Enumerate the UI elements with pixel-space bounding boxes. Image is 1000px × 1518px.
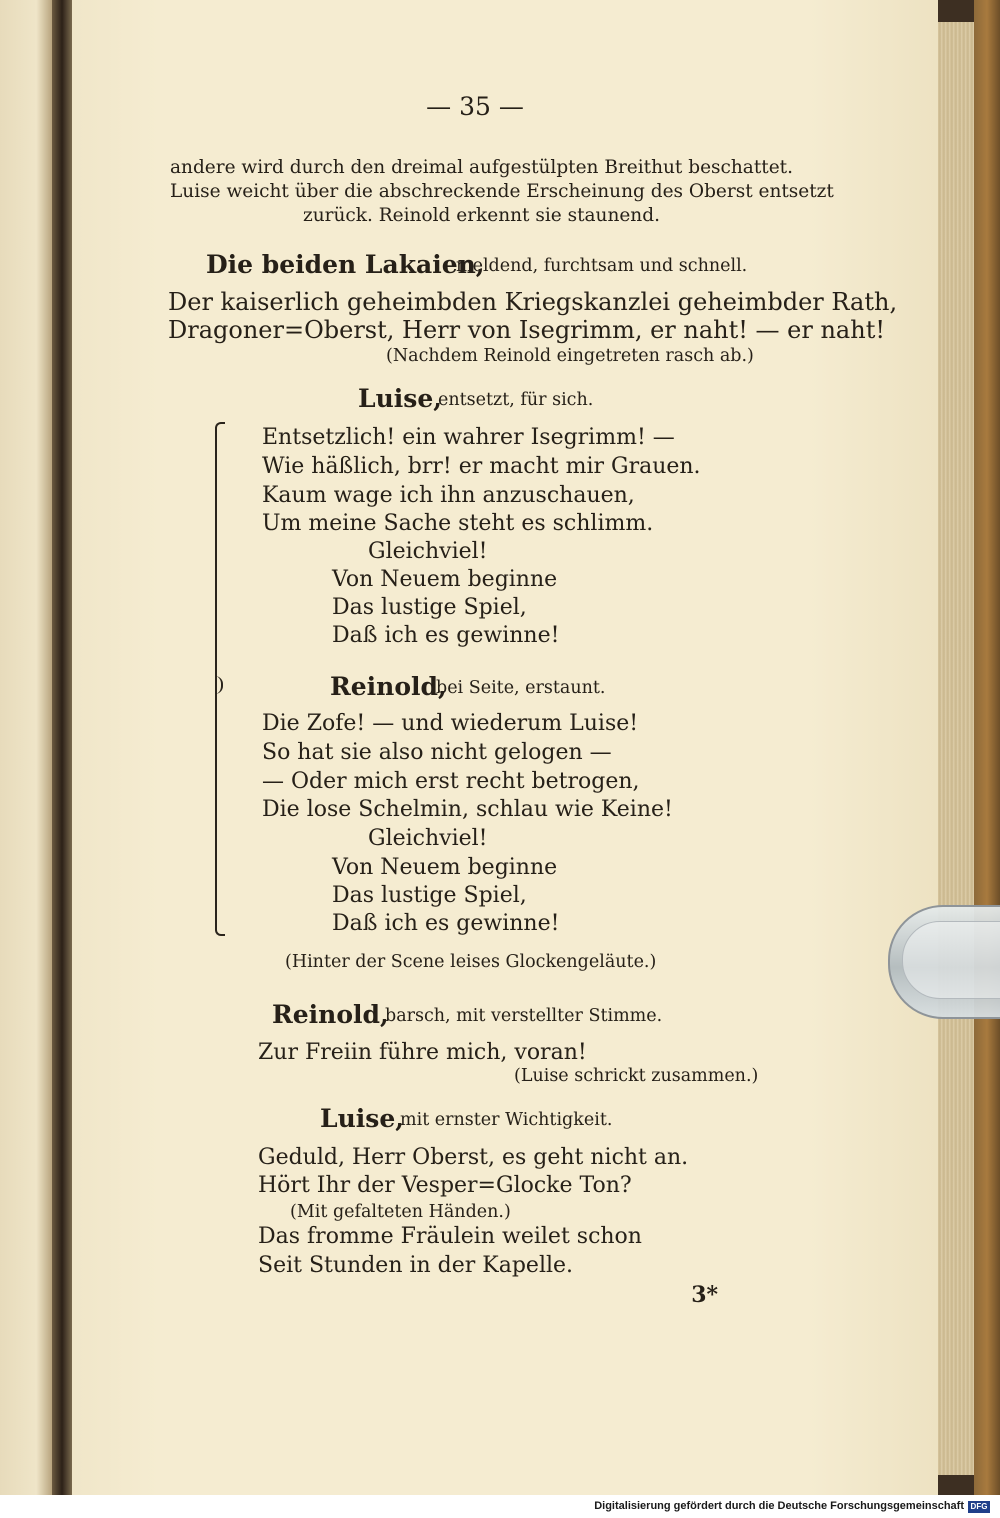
verse-line: Gleichviel! — [368, 826, 488, 851]
speaker-luise: Luise, — [358, 384, 442, 413]
verse-line: Das fromme Fräulein weilet schon — [258, 1224, 642, 1249]
speaker-direction: entsetzt, für sich. — [438, 390, 594, 410]
verse-line: Seit Stunden in der Kapelle. — [258, 1253, 574, 1278]
verse-line: Daß ich es gewinne! — [332, 623, 560, 648]
speaker-direction: barsch, mit verstellter Stimme. — [385, 1006, 663, 1026]
speaker-direction: bei Seite, erstaunt. — [436, 678, 606, 698]
digitization-credit: Digitalisierung gefördert durch die Deutsche Forschungsgemeinschaft — [594, 1500, 964, 1512]
verse-line: Das lustige Spiel, — [332, 595, 527, 620]
speaker-reinold: Reinold, — [330, 672, 447, 701]
stage-direction-gesture: (Mit gefalteten Händen.) — [290, 1202, 511, 1222]
dfg-logo: DFG — [968, 1501, 990, 1513]
verse-line: Geduld, Herr Oberst, es geht nicht an. — [258, 1145, 689, 1170]
speaker-reinold: Reinold, — [272, 1000, 389, 1029]
verse-line: Von Neuem beginne — [332, 855, 558, 880]
verse-line: Um meine Sache steht es schlimm. — [262, 511, 654, 536]
speaker-direction: meldend, furchtsam und schnell. — [456, 256, 748, 276]
verse-line: Dragoner=Oberst, Herr von Isegrimm, er naht! — er naht! — [168, 316, 885, 344]
verse-line: Entsetzlich! ein wahrer Isegrimm! — — [262, 425, 675, 450]
stage-direction-exit: (Nachdem Reinold eingetreten rasch ab.) — [386, 346, 754, 366]
book-binding — [974, 0, 1000, 1495]
stage-direction-aside: (Luise schrickt zusammen.) — [514, 1066, 759, 1086]
page-edges — [938, 22, 974, 1475]
verse-line: So hat sie also nicht gelogen — — [262, 740, 612, 765]
verse-line: Daß ich es gewinne! — [332, 911, 560, 936]
book-gutter — [52, 0, 72, 1495]
stage-direction-line: andere wird durch den dreimal aufgestülpten Breithut beschattet. — [170, 157, 793, 178]
speaker-luise: Luise, — [320, 1104, 404, 1133]
verse-line: — Oder mich erst recht betrogen, — [262, 769, 640, 794]
verse-line: Der kaiserlich geheimbden Kriegskanzlei geheimbder Rath, — [168, 288, 898, 316]
page-clip-highlight — [902, 921, 1000, 999]
verse-line: Die Zofe! — und wiederum Luise! — [262, 711, 639, 736]
previous-page-edge — [0, 0, 52, 1495]
speaker-direction: mit ernster Wichtigkeit. — [400, 1110, 613, 1130]
verse-line: Wie häßlich, brr! er macht mir Grauen. — [262, 454, 701, 479]
verse-line: Von Neuem beginne — [332, 567, 558, 592]
signature-mark: 3* — [691, 1282, 718, 1308]
speaker-lakaien: Die beiden Lakaien, — [206, 250, 485, 279]
verse-line: Das lustige Spiel, — [332, 883, 527, 908]
stage-direction-line: Luise weicht über die abschreckende Erscheinung des Oberst entsetzt — [170, 181, 834, 202]
stage-direction-bells: (Hinter der Scene leises Glockengeläute.) — [285, 952, 657, 972]
verse-line: Die lose Schelmin, schlau wie Keine! — [262, 797, 673, 822]
verse-line: Zur Freiin führe mich, voran! — [258, 1040, 587, 1065]
verse-line: Gleichviel! — [368, 539, 488, 564]
verse-line: Hört Ihr der Vesper=Glocke Ton? — [258, 1173, 632, 1198]
verse-line: Kaum wage ich ihn anzuschauen, — [262, 483, 635, 508]
stage-direction-line: zurück. Reinold erkennt sie staunend. — [303, 205, 660, 226]
page-number: — 35 — — [426, 92, 524, 121]
